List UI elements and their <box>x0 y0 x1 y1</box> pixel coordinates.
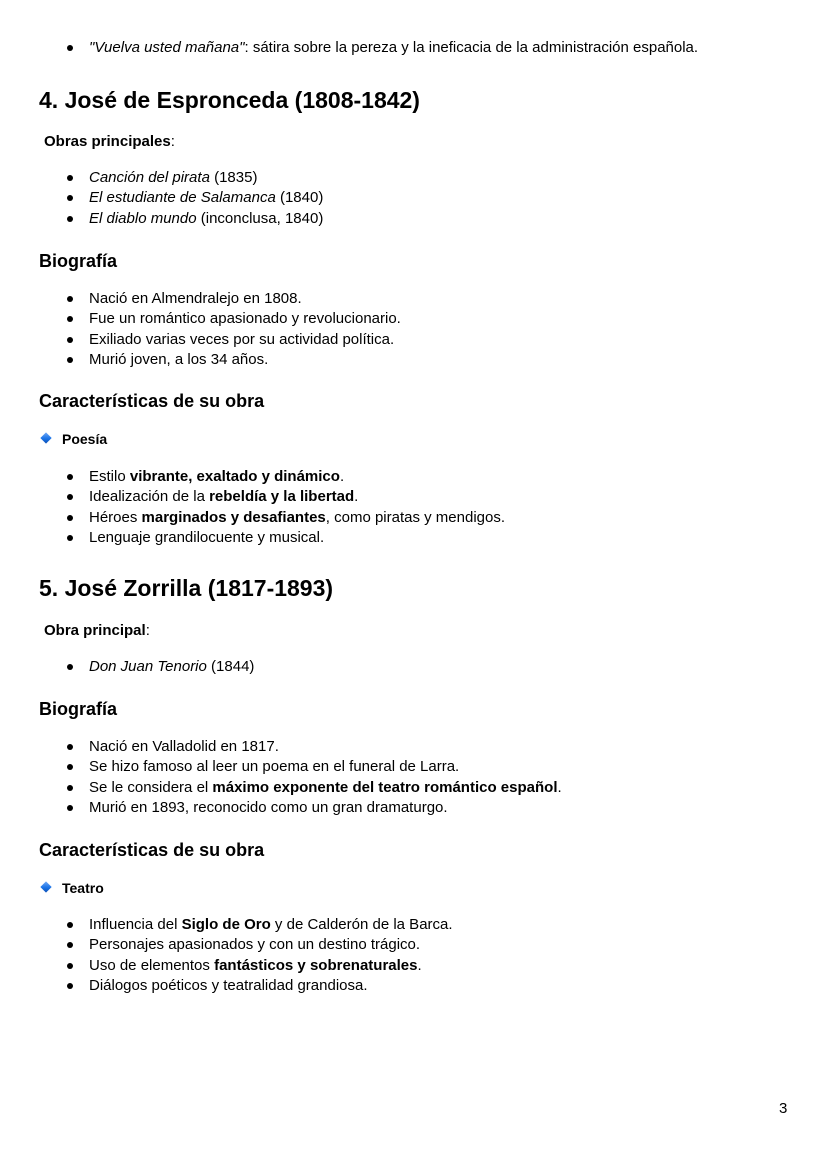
text: Personajes apasionados y con un destino trágico. <box>89 936 421 954</box>
emphasis: rebeldía y la libertad <box>209 488 355 506</box>
works-label-text: Obras principales <box>44 133 171 150</box>
text: Se hizo famoso al leer un poema en el funeral de Larra. <box>89 758 460 776</box>
list-item <box>40 38 698 58</box>
genre-label: Poesía <box>62 431 108 447</box>
larra-works-list <box>40 38 698 58</box>
text: , como piratas y mendigos. <box>325 508 506 526</box>
work-detail: (1840) <box>275 189 324 207</box>
list-item <box>40 737 562 757</box>
list-item <box>40 935 453 955</box>
emphasis: marginados y desafiantes <box>141 508 326 526</box>
list-item <box>40 976 453 996</box>
emphasis: fantásticos y sobrenaturales <box>214 956 418 974</box>
text: . <box>557 778 562 796</box>
zorrilla-bio-list <box>40 737 562 818</box>
emphasis: vibrante, exaltado y dinámico <box>129 468 340 485</box>
list-item: Murió joven, a los 34 años. <box>40 350 401 370</box>
page-number: 3 <box>779 1100 788 1117</box>
text: Murió en 1893, reconocido como un gran dramaturgo. <box>89 798 448 816</box>
characteristics-heading: Características de su obra <box>39 840 265 860</box>
list-item <box>40 528 505 548</box>
list-item <box>40 168 323 188</box>
list-item <box>40 188 323 208</box>
text: Héroes <box>89 508 142 526</box>
text: . <box>354 488 359 506</box>
text: Influencia del <box>89 916 182 933</box>
text: Diálogos poéticos y teatralidad grandiosa. <box>89 976 368 994</box>
work-description: : sátira sobre la pereza y la ineficacia de la administración española. <box>244 39 699 56</box>
emphasis: Siglo de Oro <box>181 916 271 933</box>
list-item <box>40 956 453 976</box>
characteristics-heading: Características de su obra <box>39 391 265 411</box>
text: Idealización de la <box>89 488 210 506</box>
work-title: Don Juan Tenorio <box>89 658 207 675</box>
colon: : <box>145 622 150 639</box>
zorrilla-works-list <box>40 657 254 677</box>
text: Nació en Valladolid en 1817. <box>89 738 279 755</box>
list-item <box>40 467 505 487</box>
section-heading-espronceda: 4. José de Espronceda (1808-1842) <box>39 87 420 113</box>
genre-label: Teatro <box>62 880 104 896</box>
text: Estilo <box>89 468 130 485</box>
espronceda-bio-list <box>40 289 401 370</box>
work-detail: (inconclusa, 1840) <box>196 209 324 227</box>
list-item: Nació en Almendralejo en 1808. <box>40 289 401 309</box>
text: Lenguaje grandilocuente y musical. <box>89 528 325 546</box>
espronceda-works-list <box>40 168 323 229</box>
text: Uso de elementos <box>89 956 215 974</box>
colon: : <box>170 133 175 150</box>
list-item <box>40 508 505 528</box>
text: y de Calderón de la Barca. <box>270 916 453 933</box>
list-item <box>40 915 453 935</box>
section-heading-zorrilla: 5. José Zorrilla (1817-1893) <box>39 575 334 601</box>
diamond-bullet-icon <box>40 881 51 892</box>
text: Se le considera el <box>89 778 213 796</box>
espronceda-characteristics-list <box>40 467 505 548</box>
biography-heading: Biografía <box>39 699 118 719</box>
works-label <box>44 132 175 152</box>
work-title: El estudiante de Salamanca <box>89 189 276 207</box>
work-title: Canción del pirata <box>89 169 210 186</box>
list-item <box>40 778 562 798</box>
work-title: "Vuelva usted mañana" <box>89 39 245 56</box>
text: . <box>339 468 345 485</box>
work-title: El diablo mundo <box>89 209 197 227</box>
list-item <box>40 657 254 677</box>
list-item <box>40 757 562 777</box>
diamond-bullet-icon <box>40 432 51 443</box>
list-item <box>40 209 323 229</box>
text: . <box>417 956 422 974</box>
list-item <box>40 798 562 818</box>
list-item: Fue un romántico apasionado y revolucionario. <box>40 309 401 329</box>
list-item: Exiliado varias veces por su actividad política. <box>40 330 401 350</box>
emphasis: máximo exponente del teatro romántico español <box>212 778 558 796</box>
works-label <box>44 621 150 641</box>
work-detail: (1835) <box>209 169 258 186</box>
works-label-text: Obra principal <box>44 622 146 639</box>
biography-heading: Biografía <box>39 251 118 271</box>
zorrilla-characteristics-list <box>40 915 453 996</box>
list-item <box>40 487 505 507</box>
work-detail: (1844) <box>206 658 255 675</box>
